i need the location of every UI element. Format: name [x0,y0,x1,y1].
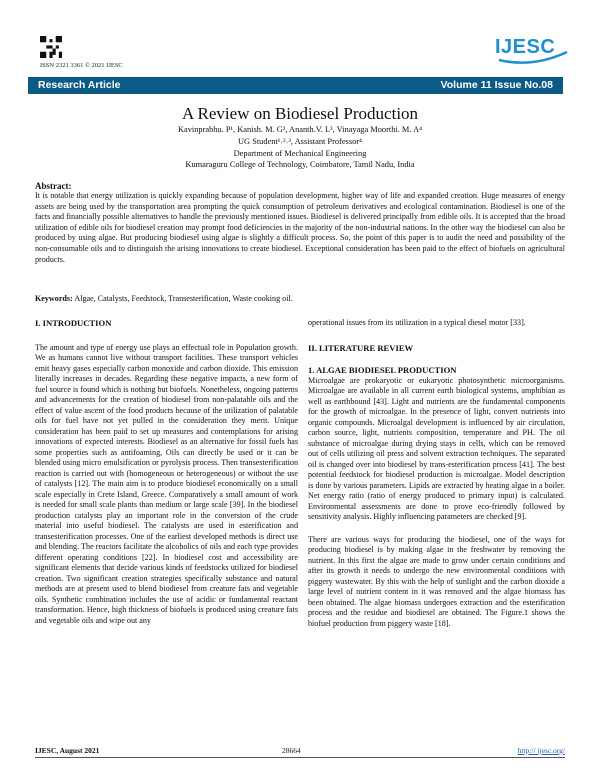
algae-paragraph-1: Microalgae are prokaryotic or eukaryotic photosynthetic microorganisms. Microalgae are available in all current earth biological systems, amphibian as well as earthbound [43]. Light and nutrients are the fundamental components for the growth of microalgae. In the presence of light, convert nutrients into organic compounds. Microalgal development is influenced by air circulation, carbon source, light, nutrients composition, temperature and PH. The oil substance of microalgae during drying stays in cells, which can be removed out of cells utilizing oil press and solvent extraction techniques. The separated oil is changed over into biodiesel by trans-esterification process [41]. The best potential feedstock for biodiesel production is microalgae. Model description is done by various parameters. Lipids are extracted by heating algae in a boiler. Net energy ratio (ratio of energy produced to primary input) is calculated. Environmental assessments are done to prove eco-friendly followed by sensitivity analysis. Highly influencing parameters are checked [9]. [308,375,565,521]
abstract-heading: Abstract: [35,181,72,191]
keywords-label: Keywords: [35,294,73,303]
journal-logo [495,34,570,66]
journal-link[interactable]: http:// ijesc.org/ [517,746,565,755]
paper-title: A Review on Biodiesel Production [181,104,419,123]
volume-issue: Volume 11 Issue No.08 [440,79,553,91]
abstract-text: It is notable that energy utilization is quickly expanding because of population development, higher way of life and expanded creation. Huge measures of energy assets are being used by the transportation area prompting the quick consumption of petroleum derivatives and ecological contamination. Biodiesel is one of the facts and financially possible alternatives to handle the previously mentioned issues. Biodiesel is delivered principally from edible oils. It is accepted that the broad utilization of edible oils for biodiesel creation may prompt food deficiencies in the majority of the non-industrial nations. In the other way the biodiesel can also be produced by using algae. But producing biodiesel using algae is slightly a difficult process. So, the point of this paper is to audit the need and possibility of the non-consumable oils and to distinguish the arising innovations to create biodiesel. Exceptional consideration has been paid to the effect of biofuels on agricultural products. [35,191,565,264]
right-column [308,318,565,629]
logo-text: IJESC [495,36,556,58]
introduction-heading: I. INTRODUCTION [35,318,112,328]
article-banner [28,77,563,94]
left-column [35,318,298,626]
keywords-text: Algae, Catalysts, Feedstock, Transesterification, Waste cooking oil. [74,294,293,303]
continued-paragraph: operational issues from its utilization in a typical diesel motor [33]. [308,318,526,327]
department: Department of Mechanical Engineering [233,149,367,158]
algae-subheading: 1. ALGAE BIODIESEL PRODUCTION [308,365,457,375]
qr-code-icon [40,36,62,58]
page-number: 28664 [282,746,301,755]
algae-paragraph-2: There are various ways for producing the biodiesel, one of the ways for producing biodiesel is by making algae in the freshwater by removing the nutrient. In this first the algae are made to grow under certain conditions and after its growth it needs to undergo the new environmental conditions with piggery wastewater. By this with the help of sunlight and the carbon dioxide a large level of nutrient content in it was removed and the algae biomass has been obtained. The algae biomass undergoes extraction and the esterification process and the residue and biodiesel are obtained. The Figure.1 shows the biofuel production from piggery waste [18]. [308,534,565,628]
author-roles: UG Student¹˒²˒³, Assistant Professor⁴ [238,137,362,146]
footer-journal: IJESC, August 2021 [35,746,100,755]
author-list: Kavinprabhu. P¹, Kanish. M. G², Ananth.V. L³, Vinayaga Moorthi. M. A⁴ [177,125,423,134]
institution: Kumaraguru College of Technology, Coimbatore, Tamil Nadu, India [185,160,415,169]
article-type: Research Article [38,79,121,91]
keywords [35,294,565,303]
literature-review-heading: II. LITERATURE REVIEW [308,342,414,353]
issn-line: ISSN 2321 3361 © 2021 IJESC [40,62,123,69]
introduction-paragraph: The amount and type of energy use plays an effectual role in Population growth. We as humans cannot live without transport facilities. These transport vehicles emit heavy gases especially carbon monoxide and carbon dioxide. This emission literally increases in decades. Regarding these negative impacts, a new form of fuel source is found which is nothing but biofuels. Nonetheless, ongoing patterns and advancements for the creation of biodiesel from non-palatable oils and the effect of value ascent of the food products because of the utilization of palatable oils for fuel have not yet pulled in the consideration they merit. Unique consideration has been paid to set up measures and contemplations for arising innovations of expected interests. Biodiesel as an alternative for fossil fuels has some properties such as antifoaming, Oils can directly be used or it can be blended using micro emulsification or pyrolysis process. Then transesterification reaction is carried out with (homogeneous or heterogeneous) or without the use of catalysts [12]. The main aim is to produce biodiesel economically on a small scale especially in Crete Island, Greece. Comparatively a small amount of work is needed for small scale plants than medium or large scale [39]. In the biodiesel production catalysts play an important role in the conversion of the crude material into useful biodiesel. The catalysts are used in esterification and transesterification processes. One of the earliest developed methods is direct use and blending. The reactors facilitate the alcoholics of oils and each type provides different operating conditions [22]. In biodiesel cost and accessibility are significant elements that decide various kinds of feedstocks utilized for biodiesel creation. Two significant creation strategies specifically substance and natural methods are at present used to blend biodiesel from creature fats and vegetable oils. Synthetic combination includes the use of acidic or fundamental reactant transformation. Hence, high thickness of biofuels is produced using creature fats and vegetable oils and wipe out any [35,342,298,625]
footer-rule [35,757,565,758]
